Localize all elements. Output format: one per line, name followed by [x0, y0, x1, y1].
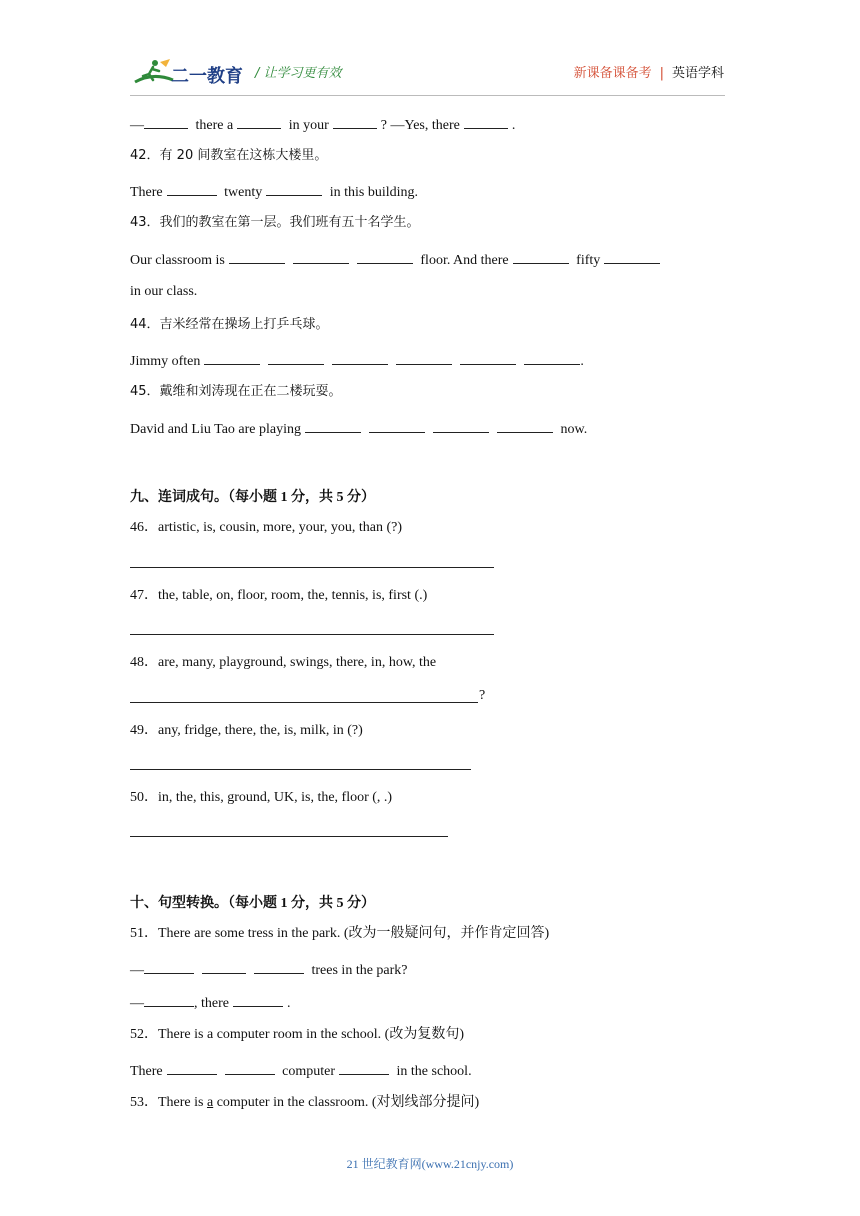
question-45: 45．戴维和刘涛现在正在二楼玩耍。	[130, 384, 342, 399]
question-mark-48: ?	[479, 688, 486, 703]
answer-line-51a	[130, 959, 408, 980]
question-49: 49．any, fridge, there, the, is, milk, in (?)	[130, 723, 363, 738]
blank[interactable]	[202, 959, 246, 974]
text-span: computer in the classroom. (对划线部分提问)	[213, 1095, 480, 1110]
blank[interactable]	[357, 249, 413, 264]
question-50: 50．in, the, this, ground, UK, is, the, floor (, .)	[130, 790, 393, 805]
blank[interactable]	[167, 1060, 217, 1075]
question-53	[130, 1094, 479, 1112]
logo-text: 二一教育	[171, 66, 243, 87]
blank[interactable]	[167, 181, 217, 196]
question-52: 52．There is a computer room in the school. (改为复数句)	[130, 1027, 464, 1042]
blank[interactable]	[233, 992, 283, 1007]
answer-line-43	[130, 249, 664, 270]
answer-rule-50[interactable]	[130, 836, 448, 837]
text-span: in this building.	[329, 185, 419, 200]
brand-logo	[133, 58, 248, 88]
question-51: 51．There are some tress in the park. (改为一般疑问句，并作肯定回答)	[130, 926, 550, 941]
answer-line-52	[130, 1060, 472, 1081]
header-separator: |	[659, 66, 664, 81]
footer-source: 21 世纪教育网(www.21cnjy.com)	[346, 1157, 514, 1171]
text-span: There	[130, 185, 163, 200]
blank[interactable]	[254, 959, 304, 974]
blank[interactable]	[204, 350, 260, 365]
header-tag-courses: 新课备课备考	[573, 66, 652, 81]
text-span: —	[130, 963, 144, 978]
text-span: , there	[194, 996, 229, 1011]
blank[interactable]	[369, 418, 425, 433]
blank[interactable]	[266, 181, 322, 196]
header-right	[574, 62, 724, 81]
blank[interactable]	[305, 418, 361, 433]
text-span: fifty	[576, 253, 601, 268]
answer-line-41	[130, 114, 515, 135]
answer-line-51b	[130, 992, 290, 1013]
answer-rule-49[interactable]	[130, 769, 471, 770]
blank[interactable]	[524, 350, 580, 365]
text-span: Our classroom is	[130, 253, 225, 268]
text-span: there a	[195, 118, 234, 133]
blank[interactable]	[433, 418, 489, 433]
text-span: David and Liu Tao are playing	[130, 422, 301, 437]
text-span: in your	[288, 118, 329, 133]
question-43: 43．我们的教室在第一层。我们班有五十名学生。	[130, 215, 420, 230]
blank[interactable]	[144, 959, 194, 974]
blank[interactable]	[293, 249, 349, 264]
question-44: 44．吉米经常在操场上打乒乓球。	[130, 317, 329, 332]
answer-rule-47[interactable]	[130, 634, 494, 635]
text-span: .	[286, 996, 291, 1011]
section-10-title: 十、句型转换。（每小题 1 分，共 5 分）	[130, 896, 375, 911]
text-span: There	[130, 1064, 163, 1079]
answer-line-44	[130, 350, 584, 371]
text-span: floor. And there	[420, 253, 509, 268]
blank[interactable]	[333, 114, 377, 129]
text-span: —	[130, 996, 144, 1011]
question-47: 47．the, table, on, floor, room, the, tennis, is, first (.)	[130, 588, 428, 603]
underlined-word: a	[206, 1095, 214, 1110]
text-span: 53．There is	[130, 1095, 207, 1110]
blank[interactable]	[268, 350, 324, 365]
question-48: 48．are, many, playground, swings, there, in, how, the	[130, 655, 437, 670]
text-span: Jimmy often	[130, 354, 201, 369]
slogan: / 让学习更有效	[255, 66, 342, 81]
question-42: 42．有 20 间教室在这栋大楼里。	[130, 148, 328, 163]
header-divider	[130, 95, 725, 96]
blank[interactable]	[460, 350, 516, 365]
text-span: computer	[282, 1064, 336, 1079]
text-span: now.	[560, 422, 588, 437]
text-span: in the school.	[396, 1064, 472, 1079]
text-span: .	[511, 118, 516, 133]
blank[interactable]	[229, 249, 285, 264]
header-tag-subject: 英语学科	[671, 66, 724, 81]
text-span: .	[580, 354, 584, 369]
blank[interactable]	[339, 1060, 389, 1075]
blank[interactable]	[497, 418, 553, 433]
blank[interactable]	[604, 249, 660, 264]
text-span: twenty	[224, 185, 263, 200]
text-span: trees in the park?	[311, 963, 408, 978]
answer-line-45	[130, 418, 587, 439]
blank[interactable]	[225, 1060, 275, 1075]
blank[interactable]	[144, 992, 194, 1007]
answer-rule-48[interactable]	[130, 702, 478, 703]
text-span: ? —Yes, there	[380, 118, 460, 133]
blank[interactable]	[237, 114, 281, 129]
question-46: 46．artistic, is, cousin, more, your, you, than (?)	[130, 520, 402, 535]
blank[interactable]	[396, 350, 452, 365]
answer-rule-46[interactable]	[130, 567, 494, 568]
answer-line-42	[130, 181, 418, 202]
blank[interactable]	[332, 350, 388, 365]
answer-line-43-cont: in our class.	[130, 284, 198, 299]
text-span: —	[130, 118, 144, 133]
section-9-title: 九、连词成句。（每小题 1 分，共 5 分）	[130, 490, 375, 505]
blank[interactable]	[464, 114, 508, 129]
blank[interactable]	[513, 249, 569, 264]
blank[interactable]	[144, 114, 188, 129]
